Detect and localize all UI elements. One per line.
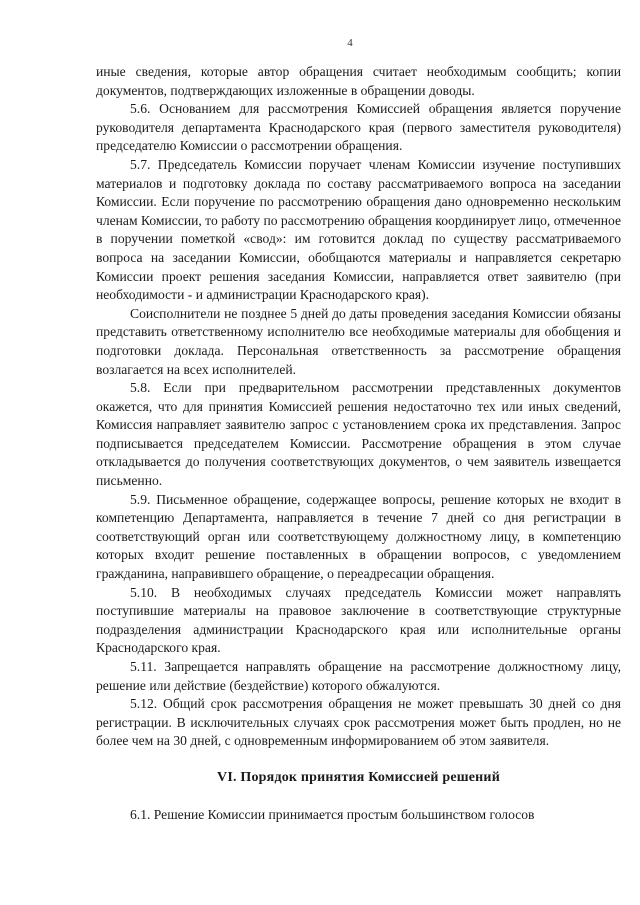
paragraph-co-executors: Соисполнители не позднее 5 дней до даты проведения заседания Комиссии обязаны представить ответственному исполнителю все необходимые материалы для обобщения и подготовки доклада. Персональная ответственность за рассмотрение обращения возлагается на всех исполнителей. xyxy=(96,305,621,377)
paragraph-5-12: 5.12. Общий срок рассмотрения обращения не может превышать 30 дней со дня регистрации. В исключительных случаях срок рассмотрения может быть продлен, но не более чем на 30 дней, с одновременным информированием об этом заявителя. xyxy=(96,696,621,749)
paragraph-5-9: 5.9. Письменное обращение, содержащее вопросы, решение которых не входит в компетенцию Департамента, направляется в течение 7 дней со дня регистрации в соответствующий орган или соответствующему должностному лицу, в компетенцию которых входит решение поставленных в обращении вопросов, с уведомлением гражданина, направившего обращение, о переадресации обращения. xyxy=(96,491,621,582)
paragraph-continuation: иные сведения, которые автор обращения считает необходимым сообщить; копии документов, подтверждающих изложенные в обращении доводы. xyxy=(96,64,621,98)
paragraph-5-11: 5.11. Запрещается направлять обращение на рассмотрение должностному лицу, решение или действие (бездействие) которого обжалуются. xyxy=(96,659,621,693)
paragraph-5-6: 5.6. Основанием для рассмотрения Комиссией обращения является поручение руководителя департамента Краснодарского края (первого заместителя руководителя) председателю Комиссии о рассмотрении обращения. xyxy=(96,101,621,154)
paragraph-5-7: 5.7. Председатель Комиссии поручает членам Комиссии изучение поступивших материалов и подготовку доклада по составу рассматриваемого вопроса на заседании Комиссии. Если поручение по рассмотрению обращения дано одновременно нескольким членам Комиссии, то работу по рассмотрению обращения координирует лицо, отмеченное в поручении пометкой «свод»: им готовится доклад по существу рассматриваемого вопроса на заседании Комиссии, обобщаются материалы и направляется секретарю Комиссии проект решения заседания Комиссии, направляется ответ заявителю (при необходимости - и администрации Краснодарского края). xyxy=(96,156,622,303)
page-number: 4 xyxy=(347,37,353,49)
paragraph-5-10: 5.10. В необходимых случаях председатель Комиссии может направлять поступившие материалы на правовое заключение в соответствующие структурные подразделения администрации Краснодарского края или исполнительные органы Краснодарского края. xyxy=(96,584,621,656)
paragraph-6-1: 6.1. Решение Комиссии принимается простым большинством голосов xyxy=(130,806,535,822)
section-heading: VI. Порядок принятия Комиссией решений xyxy=(217,769,500,785)
paragraph-5-8: 5.8. Если при предварительном рассмотрении представленных документов окажется, что для принятия Комиссией решения недостаточно тех или иных сведений, Комиссия направляет заявителю запрос с установлением срока их представления. Запрос подписывается председателем Комиссии. Рассмотрение обращения в этом случае откладывается до получения соответствующих документов, о чем заявитель извещается письменно. xyxy=(96,380,621,489)
document-body xyxy=(96,63,621,824)
